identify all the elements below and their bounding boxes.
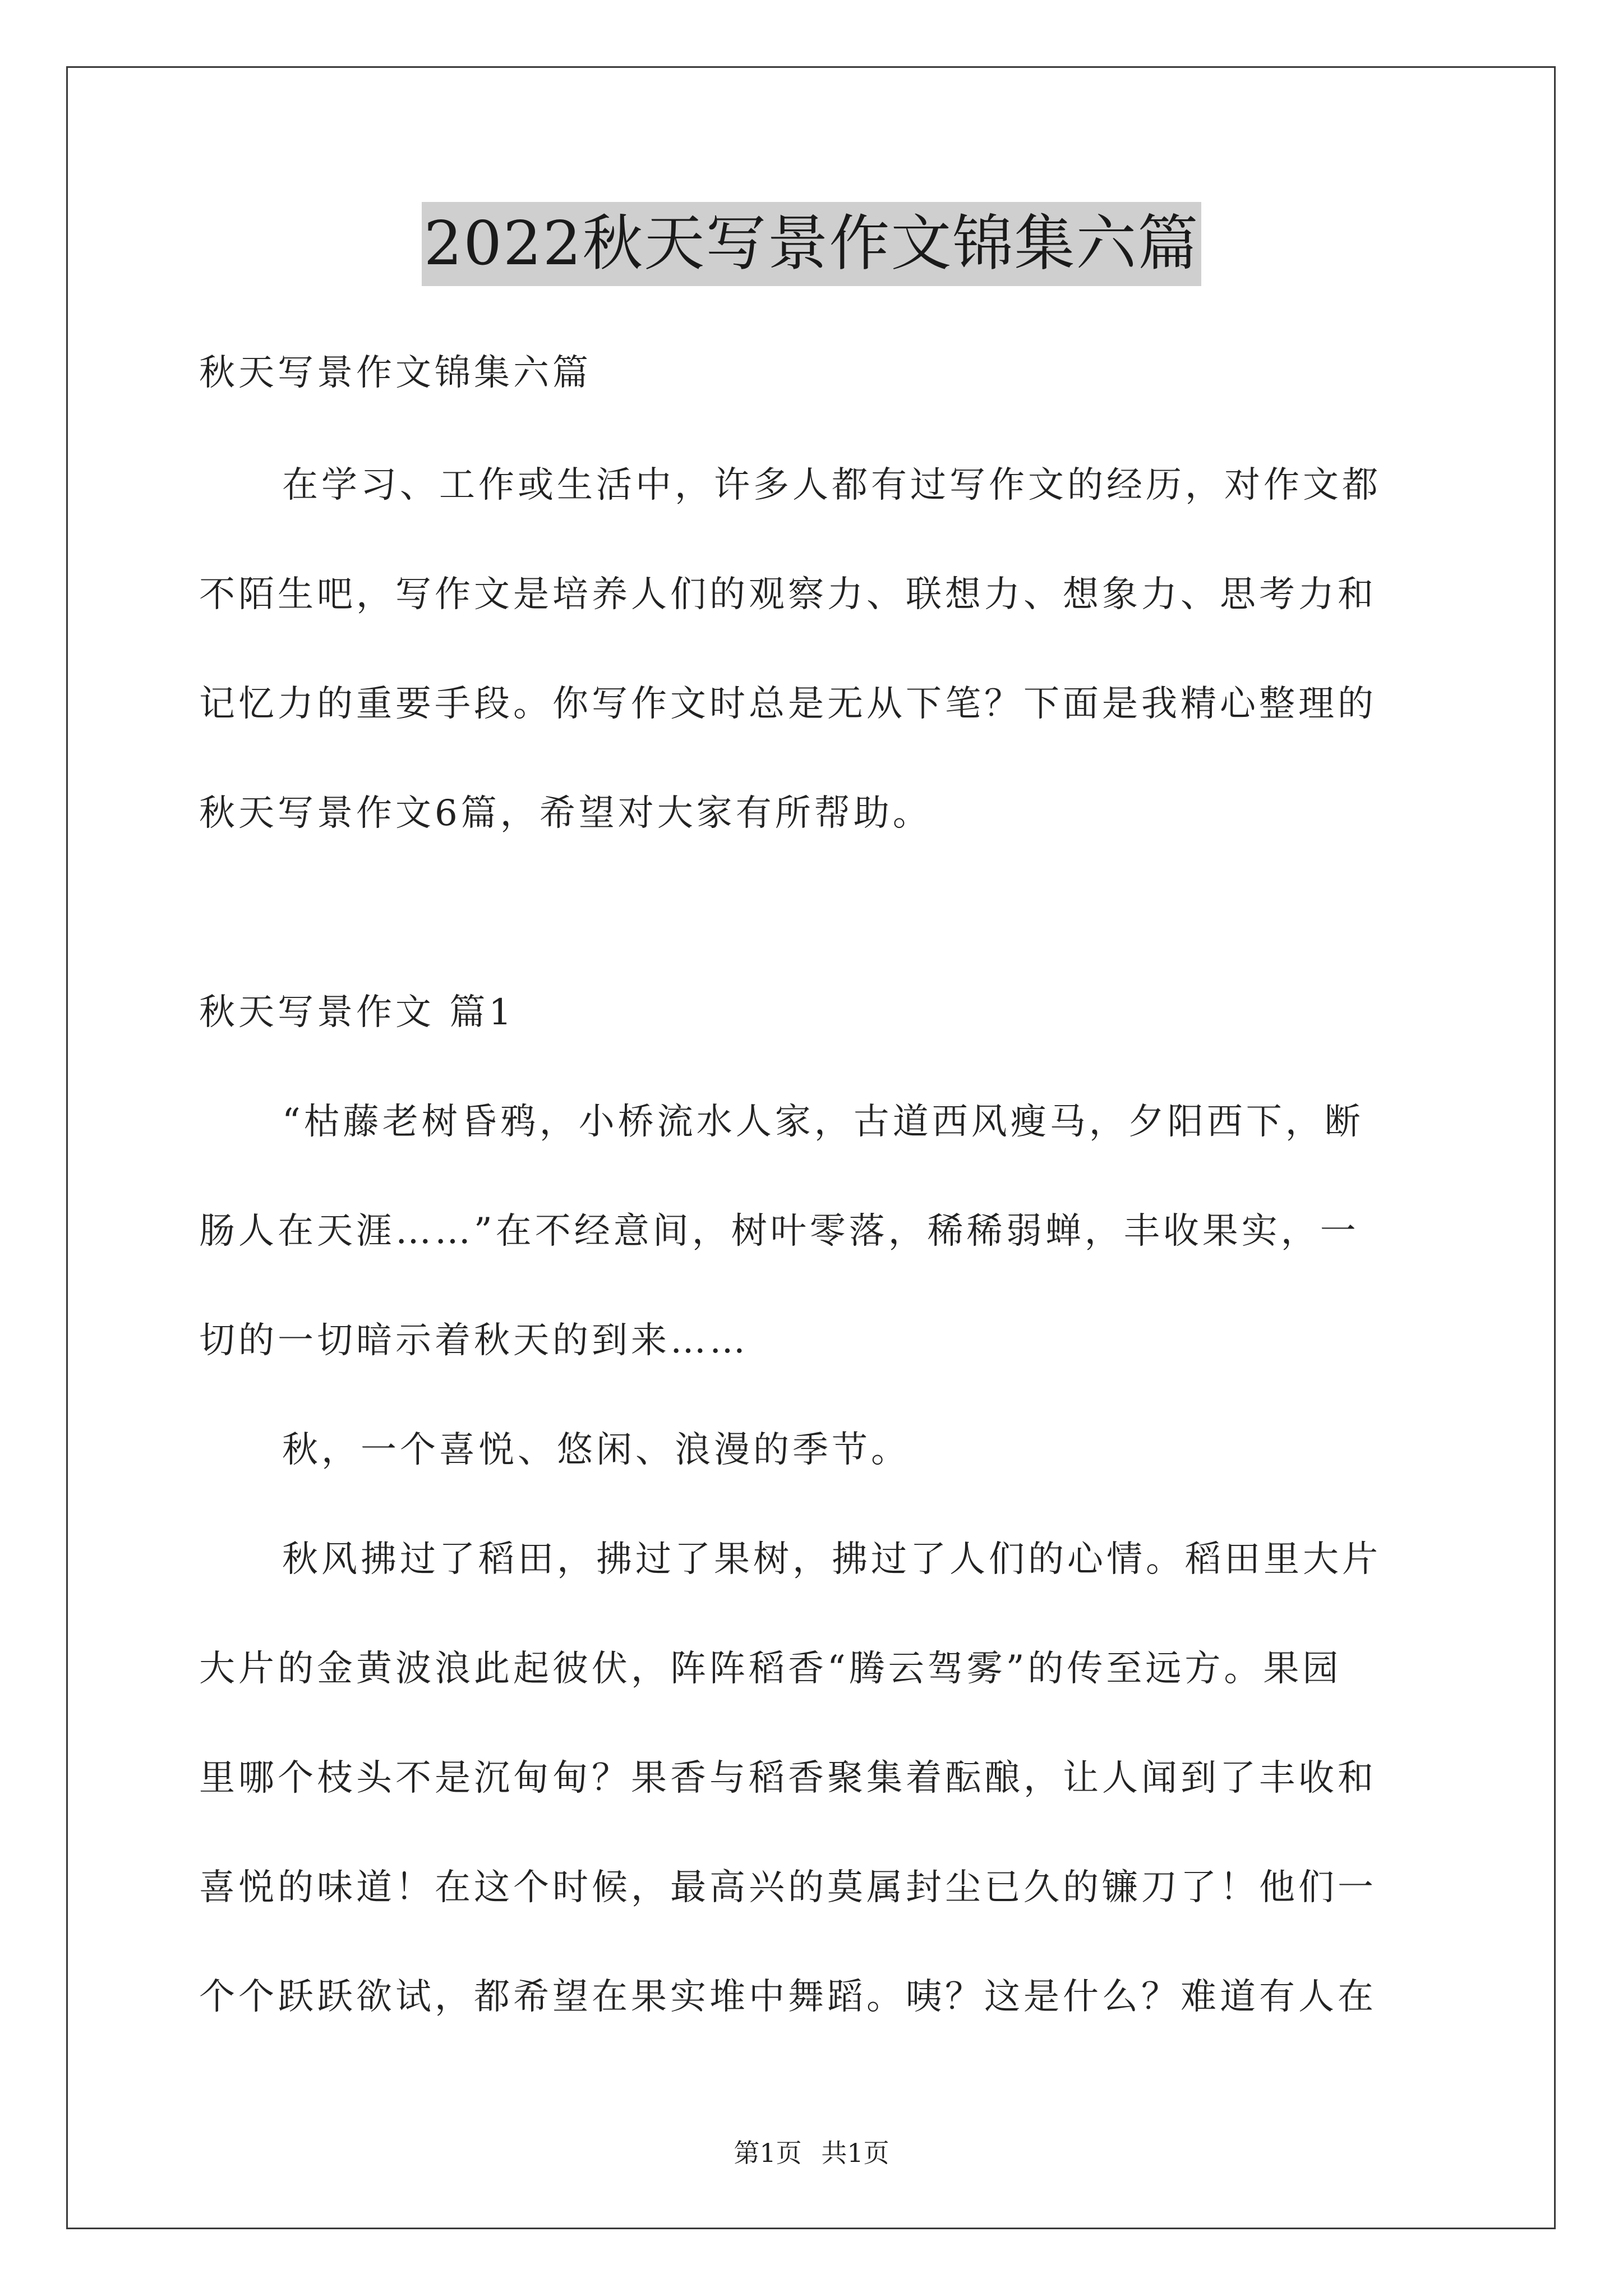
text-line: 里哪个枝头不是沉甸甸？果香与稻香聚集着酝酿，让人闻到了丰收和: [199, 1757, 1377, 1799]
text-line: 不陌生吧，写作文是培养人们的观察力、联想力、想象力、思考力和: [199, 574, 1377, 615]
text-line: 秋，一个喜悦、悠闲、浪漫的季节。: [282, 1429, 910, 1471]
text-line: 肠人在天涯……”在不经意间，树叶零落，稀稀弱蝉，丰收果实，一: [199, 1211, 1359, 1252]
text-line: 秋风拂过了稻田，拂过了果树，拂过了人们的心情。稻田里大片: [282, 1539, 1381, 1580]
title-container: [0, 202, 1623, 286]
text-line: 个个跃跃欲试，都希望在果实堆中舞蹈。咦？这是什么？难道有人在: [199, 1976, 1377, 2018]
page-total: 共1页: [821, 2138, 889, 2168]
text-line: 秋天写景作文6篇，希望对大家有所帮助。: [199, 793, 932, 834]
text-line: 秋天写景作文 篇1: [199, 992, 515, 1033]
document-title: 2022秋天写景作文锦集六篇: [422, 202, 1202, 286]
text-line: “枯藤老树昏鸦，小桥流水人家，古道西风瘦马，夕阳西下，断: [282, 1101, 1364, 1143]
page-number: 第1页: [734, 2138, 802, 2168]
text-line: 秋天写景作文锦集六篇: [199, 352, 592, 394]
text-line: 大片的金黄波浪此起彼伏，阵阵稻香“腾云驾雾”的传至远方。果园: [199, 1648, 1342, 1690]
text-line: 喜悦的味道！在这个时候，最高兴的莫属封尘已久的镰刀了！他们一: [199, 1867, 1377, 1908]
page-footer: [0, 2136, 1623, 2170]
text-line: 在学习、工作或生活中，许多人都有过写作文的经历，对作文都: [282, 464, 1381, 506]
text-line: 记忆力的重要手段。你写作文时总是无从下笔？下面是我精心整理的: [199, 683, 1377, 725]
text-line: 切的一切暗示着秋天的到来……: [199, 1320, 749, 1361]
